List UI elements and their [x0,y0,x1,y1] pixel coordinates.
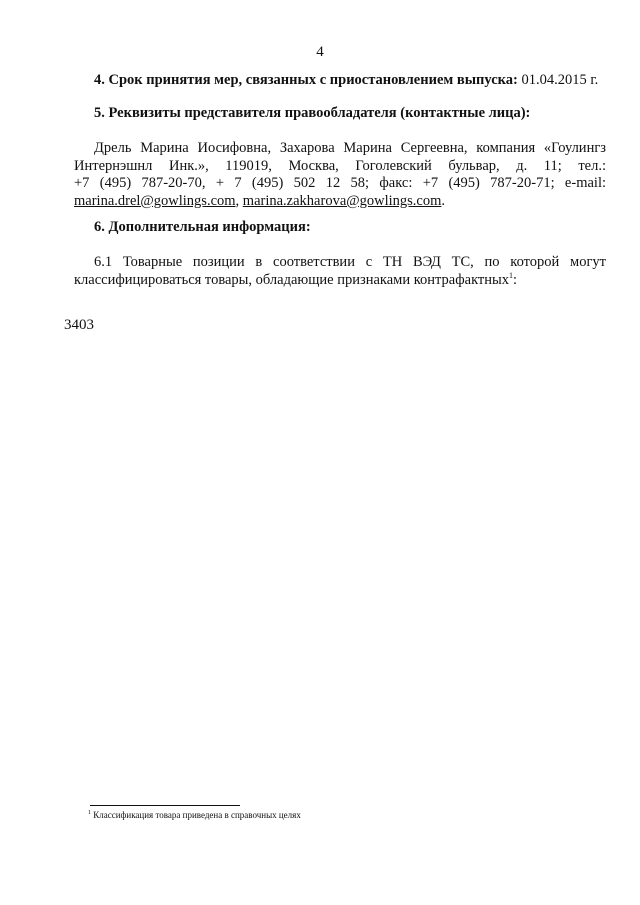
footnote-divider [90,805,240,806]
section-4-title: 4. Срок принятия мер, связанных с приостановлением выпуска: [94,72,518,88]
email-link-drel[interactable]: marina.drel@gowlings.com [74,192,236,209]
footnote-text: Классификация товара приведена в справочных целях [93,810,301,820]
section-4-heading [94,72,598,89]
positions-line-2 [74,272,606,290]
footnote [88,810,301,820]
positions-line-2-text: классифицироваться товары, обладающие признаками контрафактных [74,271,510,288]
section-4-date: 01.04.2015 г. [521,72,599,88]
section-6-heading: 6. Дополнительная информация: [94,219,311,235]
positions-line-1: 6.1 Товарные позиции в соответствии с ТН ВЭД ТС, по которой могут [94,254,606,270]
contacts-end: . [441,192,445,209]
footnote-reference: 1 [509,270,514,280]
positions-paragraph [74,254,606,289]
contacts-line-3: +7 (495) 787-20-70, + 7 (495) 502 12 58; факс: +7 (495) 787-20-71; e-mail: [74,175,606,191]
contacts-line-2: Интернэшнл Инк.», 119019, Москва, Гоголевский бульвар, д. 11; тел.: [74,157,606,174]
contacts-line-1: Дрель Марина Иосифовна, Захарова Марина Сергеевна, компания «Гоулингз [94,140,606,156]
email-link-zakharova[interactable]: marina.zakharova@gowlings.com [242,192,442,209]
contacts-line-4 [74,193,606,211]
contacts-paragraph [74,140,606,210]
email-separator: , [235,192,243,209]
tn-ved-code: 3403 [64,317,94,333]
positions-line-2-end: : [513,271,518,288]
section-5-heading: 5. Реквизиты представителя правообладателя (контактные лица): [94,105,531,121]
page-number: 4 [316,44,324,60]
footnote-mark: 1 [88,810,91,816]
